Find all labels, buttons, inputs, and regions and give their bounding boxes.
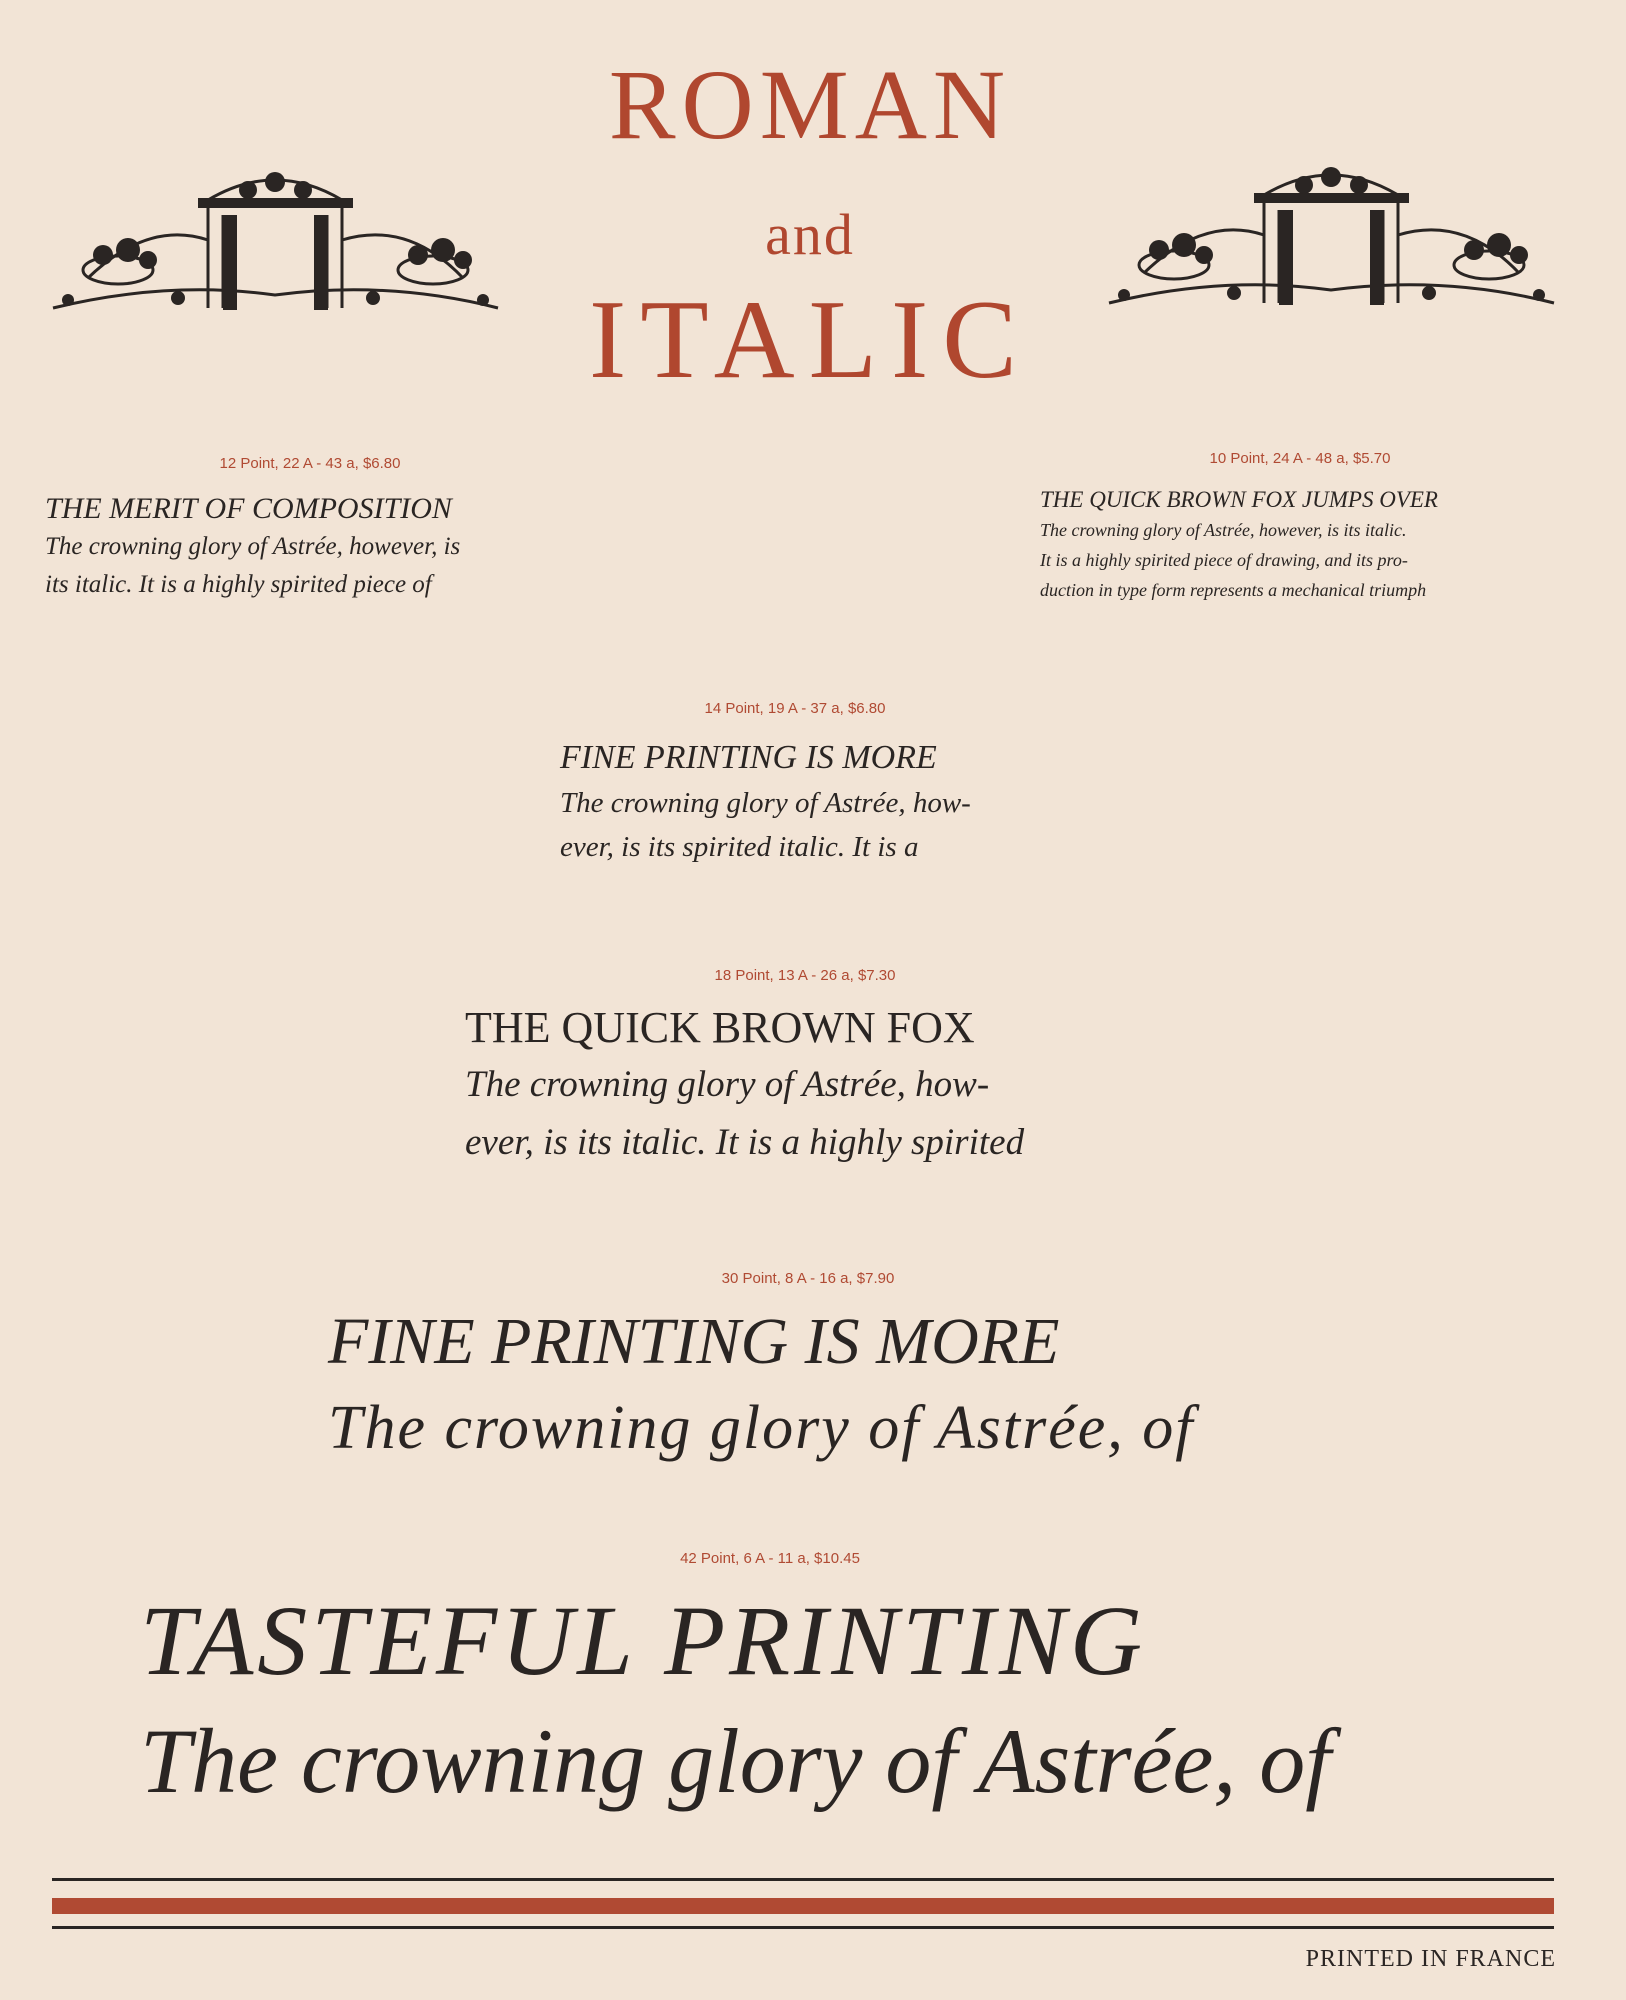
garden-arch-vignette-icon <box>1104 155 1559 305</box>
specimen-heading: FINE PRINTING IS MORE <box>560 739 937 776</box>
specimen-line: It is a highly spirited piece of drawing, and its pro- <box>1040 550 1408 570</box>
specimen-heading: THE QUICK BROWN FOX JUMPS OVER <box>1040 487 1438 512</box>
specimen-line: The crowning glory of Astrée, however, is its italic. <box>1040 520 1407 540</box>
specimen-line: duction in type form represents a mechanical triumph <box>1040 580 1427 600</box>
specimen-heading: THE QUICK BROWN FOX <box>465 1003 975 1052</box>
rule-red <box>52 1898 1554 1914</box>
specimen-line: its italic. It is a highly spirited piece of <box>45 571 432 598</box>
specimen-42pt <box>140 1550 1560 1821</box>
specimen-line: The crowning glory of Astrée, of <box>328 1394 1195 1462</box>
title-roman: ROMAN <box>608 49 1012 160</box>
specimen-line: ever, is its italic. It is a highly spirited <box>465 1122 1025 1163</box>
specimen-heading: FINE PRINTING IS MORE <box>328 1305 1060 1378</box>
specimen-spec-label: 18 Point, 13 A - 26 a, $7.30 <box>714 967 896 984</box>
rule-bottom <box>52 1926 1554 1929</box>
specimen-line: The crowning glory of Astrée, of <box>140 1710 1331 1812</box>
garden-arch-vignette-icon <box>48 160 503 310</box>
specimen-30pt <box>328 1270 1308 1473</box>
specimen-line: The crowning glory of Astrée, how- <box>465 1064 990 1105</box>
specimen-line: The crowning glory of Astrée, how- <box>560 787 971 819</box>
specimen-spec-label: 12 Point, 22 A - 43 a, $6.80 <box>219 455 401 472</box>
title-italic: ITALIC <box>588 278 1032 402</box>
specimen-spec-label: 10 Point, 24 A - 48 a, $5.70 <box>1209 450 1391 467</box>
specimen-spec-label: 30 Point, 8 A - 16 a, $7.90 <box>721 1270 895 1287</box>
specimen-10pt <box>1040 450 1560 605</box>
specimen-spec-label: 42 Point, 6 A - 11 a, $10.45 <box>680 1550 860 1567</box>
specimen-heading: TASTEFUL PRINTING <box>140 1585 1147 1696</box>
title-and: and <box>765 202 855 267</box>
specimen-14pt <box>560 700 1080 869</box>
specimen-heading: THE MERIT OF COMPOSITION <box>45 492 452 525</box>
specimen-spec-label: 14 Point, 19 A - 37 a, $6.80 <box>704 700 886 717</box>
specimen-line: The crowning glory of Astrée, however, is <box>45 533 461 560</box>
specimen-12pt <box>45 455 575 604</box>
specimen-18pt <box>465 967 1165 1172</box>
rule-top <box>52 1878 1554 1881</box>
specimen-line: ever, is its spirited italic. It is a <box>560 831 919 863</box>
imprint: PRINTED IN FRANCE <box>1305 1946 1556 1972</box>
